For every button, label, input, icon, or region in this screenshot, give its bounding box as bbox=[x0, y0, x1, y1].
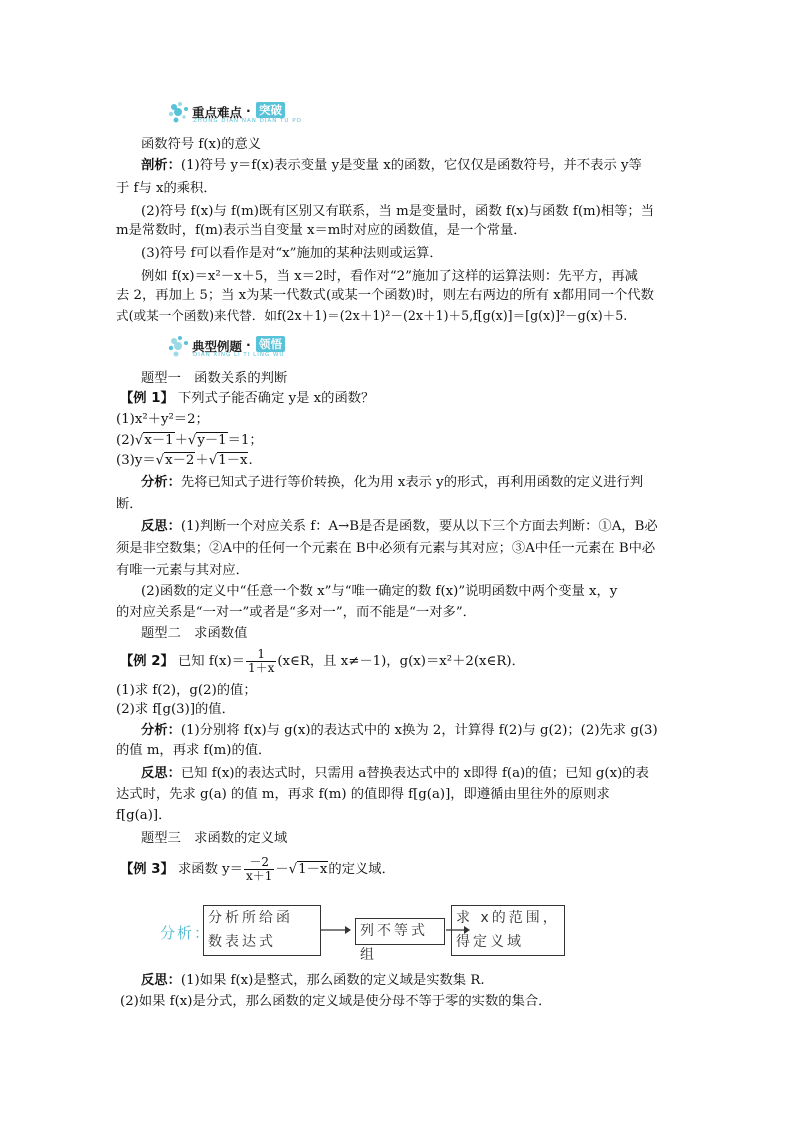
fraction bbox=[244, 856, 274, 883]
flow-text: 求 x的范围， bbox=[456, 910, 560, 926]
section-heading: 函数符号 f(x)的意义 bbox=[141, 137, 262, 152]
banner-title: 重点难点 bbox=[192, 105, 243, 120]
example1-item1: (1)x²＋y²＝2； bbox=[116, 412, 209, 427]
example3-question: 【例 3】 求函数 y＝ $\frac{-2}{x+1}$ －√1－x的定义域． bbox=[120, 855, 395, 883]
analysis-line: 例如 f(x)＝x²－x＋5，当 x＝2时，看作对“2”施加了这样的运算法则：先平方，再减 bbox=[141, 269, 638, 284]
text: . bbox=[248, 453, 253, 468]
banner-tag: 领悟 bbox=[256, 336, 285, 352]
banner-pinyin: ZHONG DIAN NAN DIAN TU PO bbox=[193, 118, 302, 124]
text: ＋ bbox=[195, 453, 209, 468]
banner-dot: · bbox=[246, 337, 251, 352]
text: (1)如果 f(x)是整式，那么函数的定义域是实数集 R. bbox=[180, 973, 485, 988]
text: (x∈R，且 x≠－1)，g(x)＝x²＋2(x∈R)． bbox=[277, 654, 525, 669]
sqrt-expr: x－2 bbox=[165, 453, 195, 468]
analysis-label: 分析： bbox=[141, 475, 181, 490]
analysis-line: 于 f与 x的乘积． bbox=[116, 181, 217, 196]
analysis-label: 分析： bbox=[141, 723, 181, 738]
fraction-denominator: 1＋x bbox=[247, 661, 275, 675]
flow-text: 列不等式组 bbox=[360, 923, 428, 963]
text: 已知 f(x)＝ bbox=[178, 654, 245, 669]
flow-arrow-icon bbox=[321, 924, 351, 936]
analysis-line: (3)符号 f可以看作是对“x”施加的某种法则或运算． bbox=[141, 246, 443, 261]
example1-item2: (2)√x－1＋√y－1＝1； bbox=[116, 433, 263, 448]
type1-analysis: 断． bbox=[116, 497, 143, 512]
text: 的定义域． bbox=[328, 862, 395, 877]
text: (1)判断一个对应关系 f：A→B是否是函数，要从以下三个方面去判断：①A，B必 bbox=[180, 519, 658, 534]
text: 已知 f(x)的表达式时，只需用 a替换表达式中的 x即得 f(a)的值；已知 g(x)的表 bbox=[180, 766, 649, 781]
example2-item2: (2)求 f[g(3)]的值． bbox=[116, 702, 235, 717]
example-label: 【例 3】 bbox=[120, 862, 174, 877]
text: 求函数 y＝ bbox=[178, 862, 243, 877]
banner-tag: 突破 bbox=[256, 102, 285, 118]
type1-reflect bbox=[141, 518, 661, 536]
text: ＋ bbox=[174, 433, 188, 448]
example1-question bbox=[120, 390, 640, 408]
type2-reflect bbox=[141, 765, 661, 783]
analysis-label: 剖析： bbox=[141, 158, 181, 173]
fraction-numerator: －2 bbox=[244, 856, 274, 870]
flowchart-box-domain bbox=[451, 905, 565, 956]
analysis-line: 去 2，再加上 5；当 x为某一代数式(或某一个函数)时，则左右两边的所有 x都用同一个代数 bbox=[116, 288, 654, 303]
example1-item3: (3)y＝√x－2＋√1－x. bbox=[116, 453, 253, 468]
flowchart-label: 分析： bbox=[160, 924, 212, 942]
sqrt-expr: y－1 bbox=[197, 433, 227, 448]
banner-pinyin: DIAN XING LI TI LING WU bbox=[193, 352, 285, 358]
text: ＝1； bbox=[227, 433, 263, 448]
banner-dot: · bbox=[246, 103, 251, 118]
type2-reflect: 达式时，先求 g(a) 的值 m，再求 f(m) 的值即得 f[g(a)]，即遵循由里往外的原则求 bbox=[116, 787, 610, 802]
type3-reflect: (2)如果 f(x)是分式，那么函数的定义域是使分母不等于零的实数的集合． bbox=[120, 994, 552, 1009]
sqrt-expr: 1－x bbox=[298, 862, 328, 877]
examples-banner bbox=[166, 334, 316, 360]
reflect-label: 反思： bbox=[141, 766, 181, 781]
example-label: 【例 1】 bbox=[120, 391, 174, 406]
type1-reflect: (2)函数的定义中“任意一个数 x”与“唯一确定的数 f(x)”说明函数中两个变量 x，y bbox=[141, 584, 618, 599]
text: (1)符号 y＝f(x)表示变量 y是变量 x的函数，它仅仅是函数符号，并不表示 y等 bbox=[180, 158, 642, 173]
flow-text: 分析所给函 bbox=[208, 910, 293, 926]
text: (2) bbox=[116, 433, 135, 448]
fraction-numerator: 1 bbox=[246, 648, 276, 662]
reflect-label: 反思： bbox=[141, 519, 181, 534]
type1-reflect: 的对应关系是“一对一”或者是“多对一”，而不能是“一对多”． bbox=[116, 605, 476, 620]
type2-analysis bbox=[141, 722, 661, 740]
example2-question bbox=[120, 648, 640, 675]
type3-heading: 题型三 求函数的定义域 bbox=[141, 831, 288, 846]
text: (1)分别将 f(x)与 g(x)的表达式中的 x换为 2，计算得 f(2)与 g(2)；(2)先求 g(3) bbox=[180, 723, 658, 738]
analysis-line: m是常数时，f(m)表示当自变量 x＝m时对应的函数值，是一个常量． bbox=[116, 223, 527, 238]
type3-reflect bbox=[141, 972, 661, 990]
fraction-denominator: x＋1 bbox=[245, 869, 273, 883]
type1-analysis bbox=[141, 474, 661, 492]
type2-heading: 题型二 求函数值 bbox=[141, 626, 248, 641]
type1-reflect: 有唯一元素与其对应． bbox=[116, 563, 249, 578]
sqrt-expr: x－1 bbox=[144, 433, 174, 448]
flowchart-box-inequalities bbox=[355, 918, 445, 963]
analysis-line: 式(或某一个函数)来代替．如f(2x＋1)＝(2x＋1)²－(2x＋1)＋5,f[g(x)]＝[g(x)]²－g(x)＋5. bbox=[116, 308, 628, 323]
sqrt-expr: 1－x bbox=[218, 453, 248, 468]
type1-reflect: 须是非空数集；②A中的任何一个元素在 B中必须有元素与其对应；③A中任一元素在 B中必 bbox=[116, 541, 656, 556]
flow-text: 数表达式 bbox=[208, 934, 276, 950]
reflect-label: 反思： bbox=[141, 973, 181, 988]
text: 先将已知式子进行等价转换，化为用 x表示 y的形式，再利用函数的定义进行判 bbox=[180, 475, 644, 490]
fraction bbox=[246, 648, 276, 675]
key-points-banner bbox=[166, 100, 316, 126]
type2-analysis: 的值 m，再求 f(m)的值． bbox=[116, 743, 272, 758]
sparkle-icon bbox=[166, 334, 194, 360]
flowchart-box-analyze bbox=[203, 905, 321, 956]
analysis-line: (2)符号 f(x)与 f(m)既有区别又有联系，当 m是变量时，函数 f(x)与函数 f(m)相等；当 bbox=[141, 204, 654, 219]
type2-reflect: f[g(a)]． bbox=[116, 808, 172, 823]
example-label: 【例 2】 bbox=[120, 654, 174, 669]
sparkle-icon bbox=[166, 100, 194, 126]
example2-item1: (1)求 f(2)，g(2)的值； bbox=[116, 683, 257, 698]
text: 下列式子能否确定 y是 x的函数？ bbox=[178, 391, 375, 406]
type1-heading: 题型一 函数关系的判断 bbox=[141, 371, 288, 386]
analysis-line bbox=[141, 157, 661, 175]
text: (3)y＝ bbox=[116, 453, 156, 468]
text: － bbox=[275, 862, 289, 877]
flow-text: 得定义域 bbox=[456, 934, 524, 950]
banner-title: 典型例题 bbox=[192, 339, 243, 354]
